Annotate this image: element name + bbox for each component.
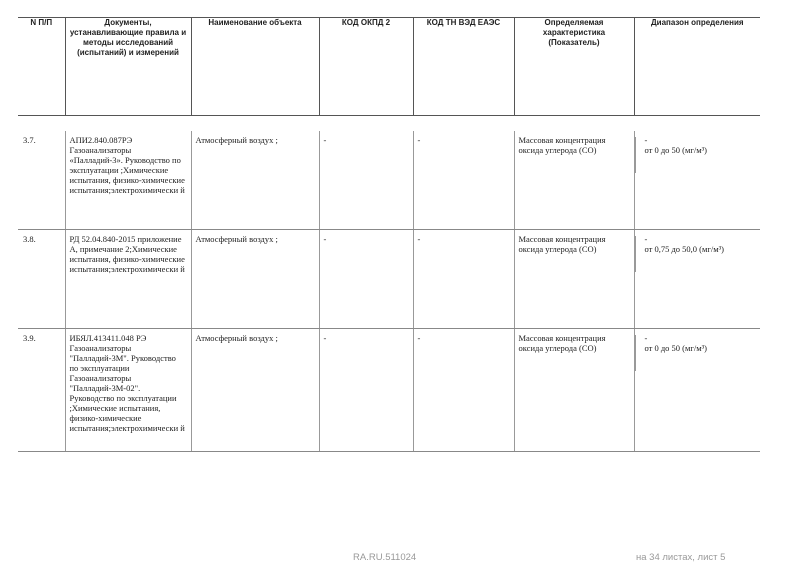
accreditation-scope-table: [18, 17, 760, 452]
row-tnved-code: -: [413, 131, 514, 230]
row-object: Атмосферный воздух ;: [191, 329, 319, 452]
row-object: Атмосферный воздух ;: [191, 230, 319, 329]
table-row: [18, 329, 760, 452]
row-range-dash: -: [644, 333, 648, 343]
row-range: от 0 до 50 (мг/м³): [644, 343, 707, 353]
header-object-name: Наименование объекта: [191, 18, 319, 116]
table-header-row: [18, 18, 760, 116]
row-tnved-code: -: [413, 329, 514, 452]
header-characteristic: Определяемая характеристика (Показатель): [514, 18, 634, 116]
row-document: РД 52.04.840-2015 приложение А, примечание 2;Химические испытания, физико-химические испытания;электрохимически й: [65, 230, 191, 329]
row-okpd-code: -: [319, 230, 413, 329]
row-okpd-code: -: [319, 329, 413, 452]
row-tnved-code: -: [413, 230, 514, 329]
row-characteristic: Массовая концентрация оксида углерода (СО): [514, 329, 634, 452]
row-number: 3.9.: [18, 329, 65, 452]
header-okpd-code: КОД ОКПД 2: [319, 18, 413, 116]
header-spacer: [18, 116, 760, 132]
row-characteristic: Массовая концентрация оксида углерода (СО): [514, 131, 634, 230]
range-divider: [635, 137, 636, 173]
row-range-cell: [634, 329, 760, 452]
registration-number: RA.RU.511024: [353, 552, 417, 563]
row-range: от 0,75 до 50,0 (мг/м³): [644, 244, 724, 254]
range-divider: [635, 236, 636, 272]
row-object: Атмосферный воздух ;: [191, 131, 319, 230]
header-tnved-code: КОД ТН ВЭД ЕАЭС: [413, 18, 514, 116]
row-range-dash: -: [644, 234, 648, 244]
header-documents: Документы, устанавливающие правила и методы исследований (испытаний) и измерений: [65, 18, 191, 116]
row-range-dash: -: [644, 135, 648, 145]
table-row: [18, 230, 760, 329]
row-range-cell: [634, 131, 760, 230]
row-document: ИБЯЛ.413411.048 РЭ Газоанализаторы "Палладий-3М". Руководство по эксплуатации Газоанализаторы "Палладий-3М-02". Руководство по эксплуатации ;Химические испытания, физико-химические испытания;электрохимически й: [65, 329, 191, 452]
header-number: N П/П: [18, 18, 65, 116]
row-characteristic: Массовая концентрация оксида углерода (СО): [514, 230, 634, 329]
sheet-info: на 34 листах, лист 5: [636, 552, 726, 563]
row-okpd-code: -: [319, 131, 413, 230]
range-divider: [635, 335, 636, 371]
row-number: 3.7.: [18, 131, 65, 230]
row-range-cell: [634, 230, 760, 329]
row-number: 3.8.: [18, 230, 65, 329]
table-row: [18, 131, 760, 230]
row-document: АПИ2.840.087РЭ Газоанализаторы «Палладий-3». Руководство по эксплуатации ;Химические испытания, физико-химические испытания;электрохимически й: [65, 131, 191, 230]
header-range: Диапазон определения: [634, 18, 760, 116]
row-range: от 0 до 50 (мг/м³): [644, 145, 707, 155]
